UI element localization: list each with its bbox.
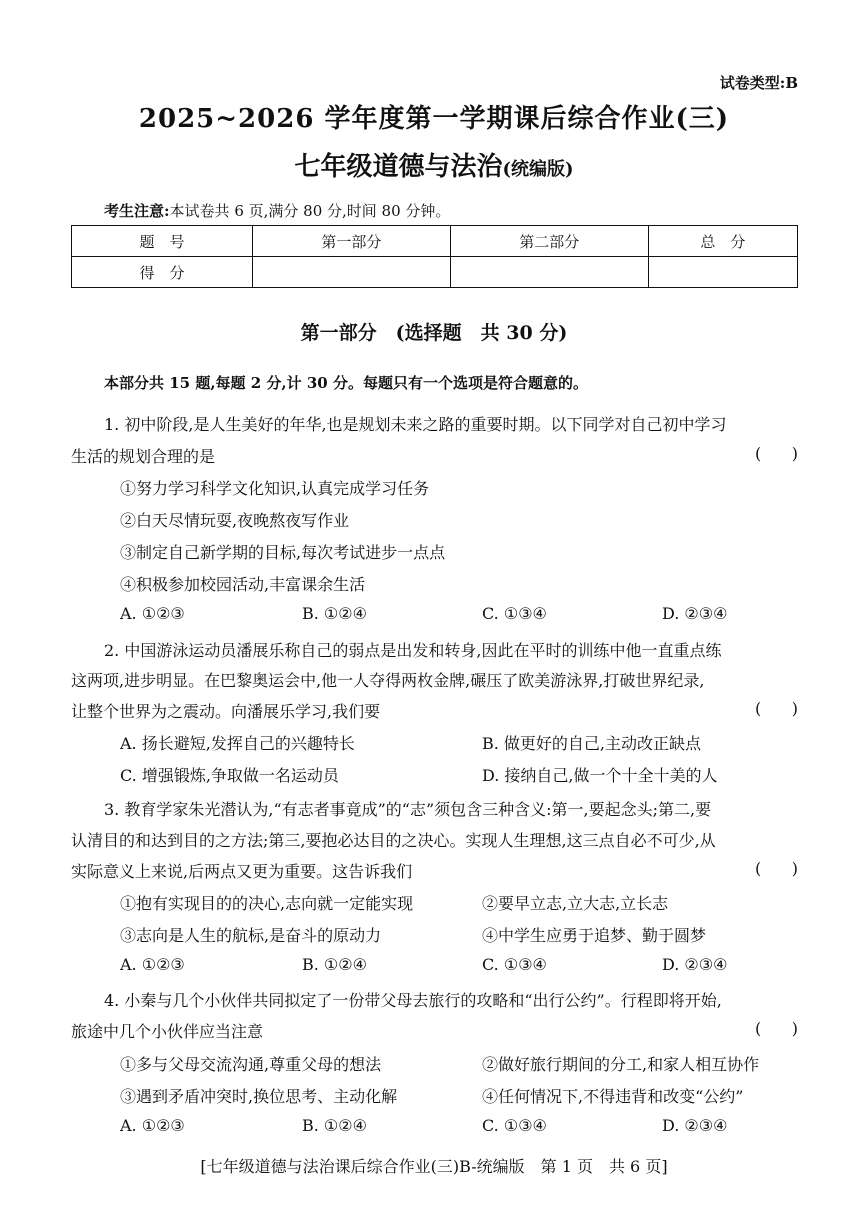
answer-bracket[interactable]: ( ) <box>755 859 798 878</box>
score-table <box>71 225 798 288</box>
answer-bracket[interactable]: ( ) <box>755 699 798 718</box>
statement-item: ④积极参加校园活动,丰富课余生活 <box>120 575 366 594</box>
score-table-header-row <box>72 226 798 257</box>
question-stem-line: 实际意义上来说,后两点又更为重要。这告诉我们 <box>71 862 413 881</box>
statement-item: ②要早立志,立大志,立长志 <box>482 894 669 913</box>
answer-option[interactable]: D. 接纳自己,做一个十全十美的人 <box>482 766 718 785</box>
statement-item: ④中学生应勇于追梦、勤于圆梦 <box>482 926 707 945</box>
exam-subtitle <box>0 146 868 183</box>
question-stem-line: 2. 中国游泳运动员潘展乐称自己的弱点是出发和转身,因此在平时的训练中他一直重点练 <box>104 641 722 660</box>
score-row-label: 得 分 <box>72 257 253 288</box>
exam-notice <box>104 200 450 221</box>
score-table-score-row <box>72 257 798 288</box>
statement-item: ①抱有实现目的的决心,志向就一定能实现 <box>120 894 414 913</box>
score-cell-total[interactable] <box>648 257 797 288</box>
answer-bracket[interactable]: ( ) <box>755 444 798 463</box>
statement-item: ①努力学习科学文化知识,认真完成学习任务 <box>120 479 430 498</box>
question-stem-line: 生活的规划合理的是 <box>71 447 216 466</box>
question-stem-line: 认清目的和达到目的之方法;第三,要抱必达目的之决心。实现人生理想,这三点自必不可少,从 <box>71 831 716 850</box>
question-stem-line: 4. 小秦与几个小伙伴共同拟定了一份带父母去旅行的攻略和“出行公约”。行程即将开始, <box>104 991 722 1010</box>
answer-option[interactable]: A. ①②③ <box>120 955 185 974</box>
score-table-header: 总 分 <box>648 226 797 257</box>
answer-option[interactable]: A. ①②③ <box>120 604 185 623</box>
answer-option[interactable]: A. 扬长避短,发挥自己的兴趣特长 <box>120 734 355 753</box>
score-table-header: 题 号 <box>72 226 253 257</box>
score-cell-part2[interactable] <box>450 257 648 288</box>
score-table-header: 第一部分 <box>253 226 451 257</box>
answer-bracket[interactable]: ( ) <box>755 1019 798 1038</box>
answer-option[interactable]: D. ②③④ <box>662 1116 728 1135</box>
edition-label: (统编版) <box>502 159 574 180</box>
score-cell-part1[interactable] <box>253 257 451 288</box>
answer-option[interactable]: C. ①③④ <box>482 604 547 623</box>
notice-label: 考生注意: <box>104 202 170 220</box>
answer-option[interactable]: B. ①②④ <box>302 955 367 974</box>
page-footer: [七年级道德与法治课后综合作业(三)B-统编版 第 1 页 共 6 页] <box>200 1157 668 1176</box>
answer-option[interactable]: D. ②③④ <box>662 604 728 623</box>
subject-name: 七年级道德与法治 <box>294 152 503 182</box>
question-stem-line: 这两项,进步明显。在巴黎奥运会中,他一人夺得两枚金牌,碾压了欧美游泳界,打破世界纪录, <box>71 671 705 690</box>
exam-title: 2025~2026 学年度第一学期课后综合作业(三) <box>138 104 730 134</box>
answer-option[interactable]: B. ①②④ <box>302 604 367 623</box>
statement-item: ②做好旅行期间的分工,和家人相互协作 <box>482 1055 760 1074</box>
answer-option[interactable]: C. ①③④ <box>482 955 547 974</box>
question-stem-line: 旅途中几个小伙伴应当注意 <box>71 1022 264 1041</box>
statement-item: ③制定自己新学期的目标,每次考试进步一点点 <box>120 543 446 562</box>
section-intro: 本部分共 15 题,每题 2 分,计 30 分。每题只有一个选项是符合题意的。 <box>104 374 588 392</box>
question-stem-line: 3. 教育学家朱光潜认为,“有志者事竟成”的“志”须包含三种含义:第一,要起念头;第二,要 <box>104 800 712 819</box>
notice-text: 本试卷共 6 页,满分 80 分,时间 80 分钟。 <box>169 202 451 220</box>
statement-item: ③志向是人生的航标,是奋斗的原动力 <box>120 926 382 945</box>
statement-item: ①多与父母交流沟通,尊重父母的想法 <box>120 1055 382 1074</box>
answer-option[interactable]: B. 做更好的自己,主动改正缺点 <box>482 734 702 753</box>
score-table-header: 第二部分 <box>450 226 648 257</box>
question-stem-line: 1. 初中阶段,是人生美好的年华,也是规划未来之路的重要时期。以下同学对自己初中学习 <box>104 415 727 434</box>
question-stem-line: 让整个世界为之震动。向潘展乐学习,我们要 <box>71 702 381 721</box>
answer-option[interactable]: D. ②③④ <box>662 955 728 974</box>
answer-option[interactable]: C. 增强锻炼,争取做一名运动员 <box>120 766 339 785</box>
statement-item: ②白天尽情玩耍,夜晚熬夜写作业 <box>120 511 350 530</box>
statement-item: ④任何情况下,不得违背和改变“公约” <box>482 1087 744 1106</box>
answer-option[interactable]: B. ①②④ <box>302 1116 367 1135</box>
statement-item: ③遇到矛盾冲突时,换位思考、主动化解 <box>120 1087 398 1106</box>
section-title: 第一部分 (选择题 共 30 分) <box>300 322 568 344</box>
paper-type-label: 试卷类型:B <box>719 74 798 92</box>
answer-option[interactable]: C. ①③④ <box>482 1116 547 1135</box>
answer-option[interactable]: A. ①②③ <box>120 1116 185 1135</box>
